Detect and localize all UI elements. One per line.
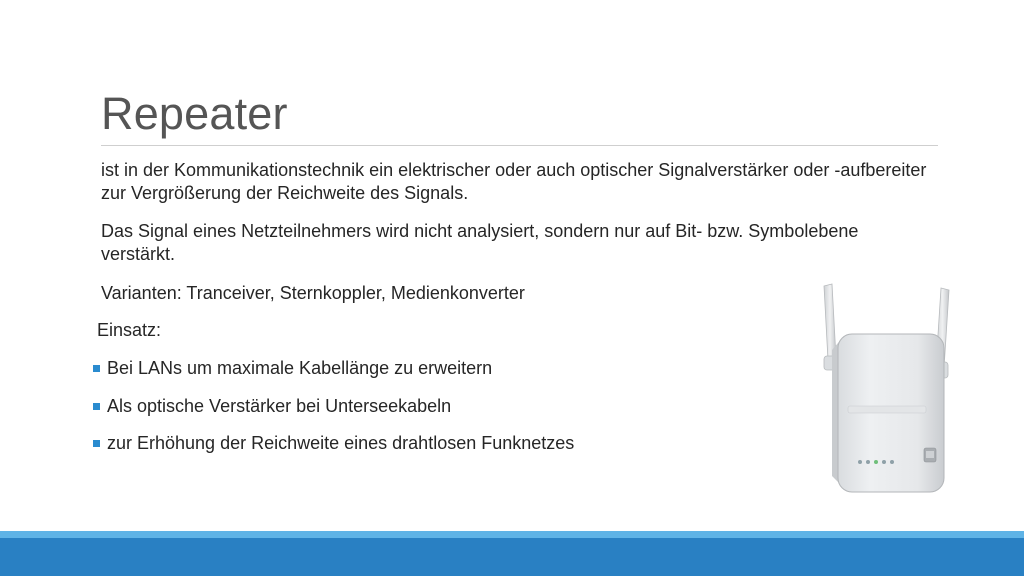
square-bullet-icon bbox=[93, 365, 100, 372]
paragraph-variants: Varianten: Tranceiver, Sternkoppler, Medienkonverter bbox=[101, 283, 525, 303]
bullet-text: Bei LANs um maximale Kabellänge zu erweitern bbox=[107, 358, 493, 378]
footer-accent-bar bbox=[0, 531, 1024, 538]
paragraph-definition: ist in der Kommunikationstechnik ein elektrischer oder auch optischer Signalverstärker oder -aufbereiter zur Vergrößerung der Reichweite des Signals. bbox=[101, 160, 927, 203]
list-item bbox=[93, 432, 574, 455]
bullet-text: zur Erhöhung der Reichweite eines drahtlosen Funknetzes bbox=[107, 433, 575, 453]
square-bullet-icon bbox=[93, 403, 100, 410]
footer-bar bbox=[0, 538, 1024, 576]
title-divider bbox=[101, 145, 938, 146]
bullet-text: Als optische Verstärker bei Unterseekabeln bbox=[107, 396, 452, 416]
list-item bbox=[93, 357, 492, 380]
paragraph-signal: Das Signal eines Netzteilnehmers wird nicht analysiert, sondern nur auf Bit- bzw. Symbolebene verstärkt. bbox=[101, 221, 859, 264]
wifi-repeater-device-icon bbox=[810, 278, 970, 498]
slide-title: Repeater bbox=[101, 88, 288, 139]
list-item bbox=[93, 395, 451, 418]
square-bullet-icon bbox=[93, 440, 100, 447]
einsatz-label: Einsatz: bbox=[97, 320, 162, 340]
